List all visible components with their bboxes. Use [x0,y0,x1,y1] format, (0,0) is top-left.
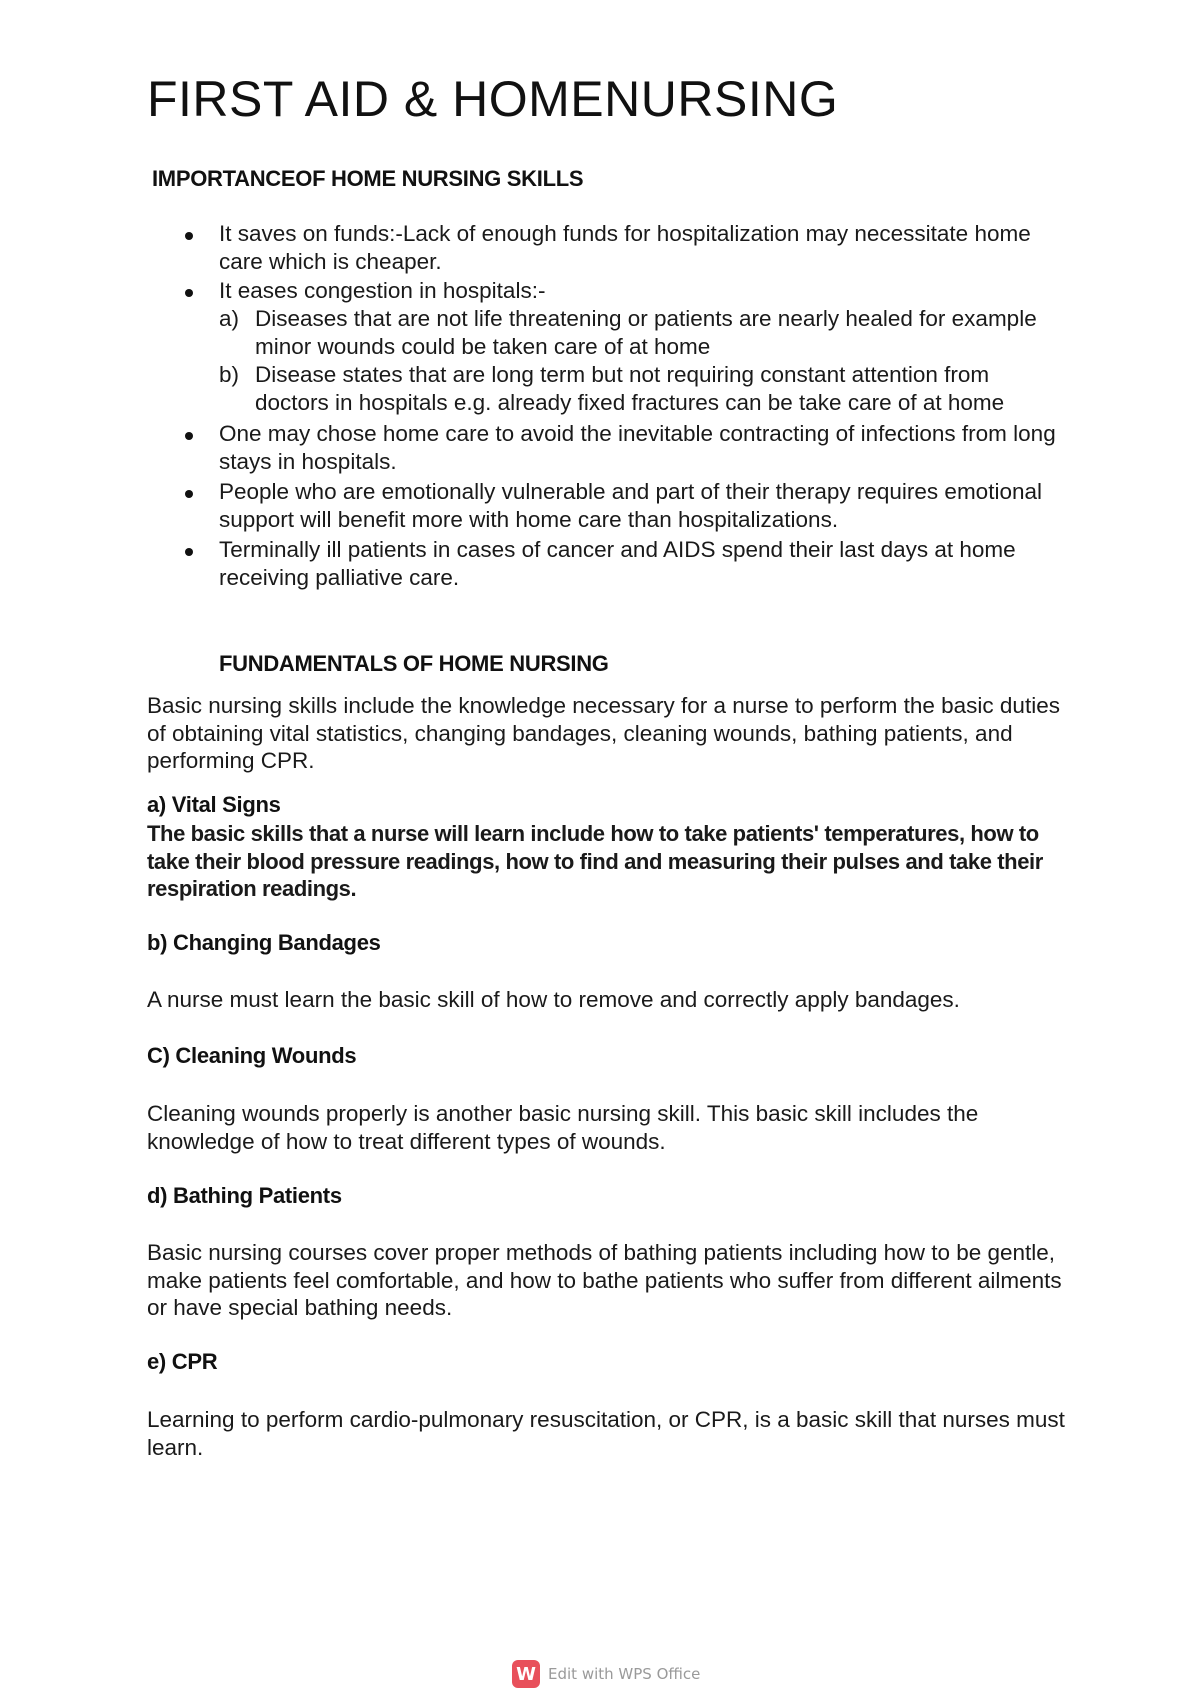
section-heading-importance: IMPORTANCEOF HOME NURSING SKILLS [152,166,584,191]
sub-list-item-text: Disease states that are long term but not requiring constant attention from doctors in hospitals e.g. already fixed fractures can be take care of at home [255,362,1005,415]
list-item-text: Terminally ill patients in cases of cancer and AIDS spend their last days at home receiving palliative care. [219,537,1016,590]
list-item [147,420,1067,476]
bathing-patients-heading: d) Bathing Patients [147,1183,342,1208]
vital-signs-heading: a) Vital Signs [147,792,281,817]
list-item-text: It eases congestion in hospitals:- [219,278,546,303]
list-item [147,478,1067,534]
wps-logo-icon: W [512,1660,540,1688]
changing-bandages-heading: b) Changing Bandages [147,930,381,955]
bullet-icon [185,490,193,498]
section-heading-fundamentals: FUNDAMENTALS OF HOME NURSING [219,651,609,676]
list-item [147,277,1067,417]
cpr-heading: e) CPR [147,1349,218,1374]
bullet-icon [185,432,193,440]
list-item [147,536,1067,592]
sub-list-marker: a) [219,306,240,331]
cleaning-wounds-text: Cleaning wounds properly is another basic nursing skill. This basic skill includes the knowledge of how to treat different types of wounds. [147,1101,979,1154]
vital-signs-text: The basic skills that a nurse will learn include how to take patients' temperatures, how to take their blood pressure readings, how to find and measuring their pulses and take their respiration readings. [147,821,1043,901]
bullet-icon [185,548,193,556]
list-item-text: One may chose home care to avoid the inevitable contracting of infections from long stays in hospitals. [219,421,1056,474]
importance-bullet-list [147,220,1067,593]
changing-bandages-text: A nurse must learn the basic skill of how to remove and correctly apply bandages. [147,987,960,1012]
sub-list-item [219,305,1067,361]
list-item-text: It saves on funds:-Lack of enough funds for hospitalization may necessitate home care which is cheaper. [219,221,1031,274]
sub-list-item-text: Diseases that are not life threatening or patients are nearly healed for example minor wounds could be taken care of at home [255,306,1037,359]
cpr-text: Learning to perform cardio-pulmonary resuscitation, or CPR, is a basic skill that nurses must learn. [147,1407,1065,1460]
document-title: FIRST AID & HOMENURSING [147,71,839,127]
cleaning-wounds-heading: C) Cleaning Wounds [147,1043,357,1068]
list-item [147,220,1067,276]
sub-list-item [219,361,1067,417]
list-item-text: People who are emotionally vulnerable and part of their therapy requires emotional support will benefit more with home care than hospitalizations. [219,479,1042,532]
sub-list-marker: b) [219,362,240,387]
edit-with-wps-label: Edit with WPS Office [548,1665,701,1683]
intro-paragraph: Basic nursing skills include the knowledge necessary for a nurse to perform the basic duties of obtaining vital statistics, changing bandages, cleaning wounds, bathing patients, and performing CPR. [147,693,1060,773]
bathing-patients-text: Basic nursing courses cover proper methods of bathing patients including how to be gentle, make patients feel comfortable, and how to bathe patients who suffer from different ailments or have special bathing needs. [147,1240,1062,1320]
bullet-icon [185,289,193,297]
edit-with-wps-link[interactable] [512,1660,700,1688]
congestion-sub-list [219,305,1067,417]
bullet-icon [185,232,193,240]
